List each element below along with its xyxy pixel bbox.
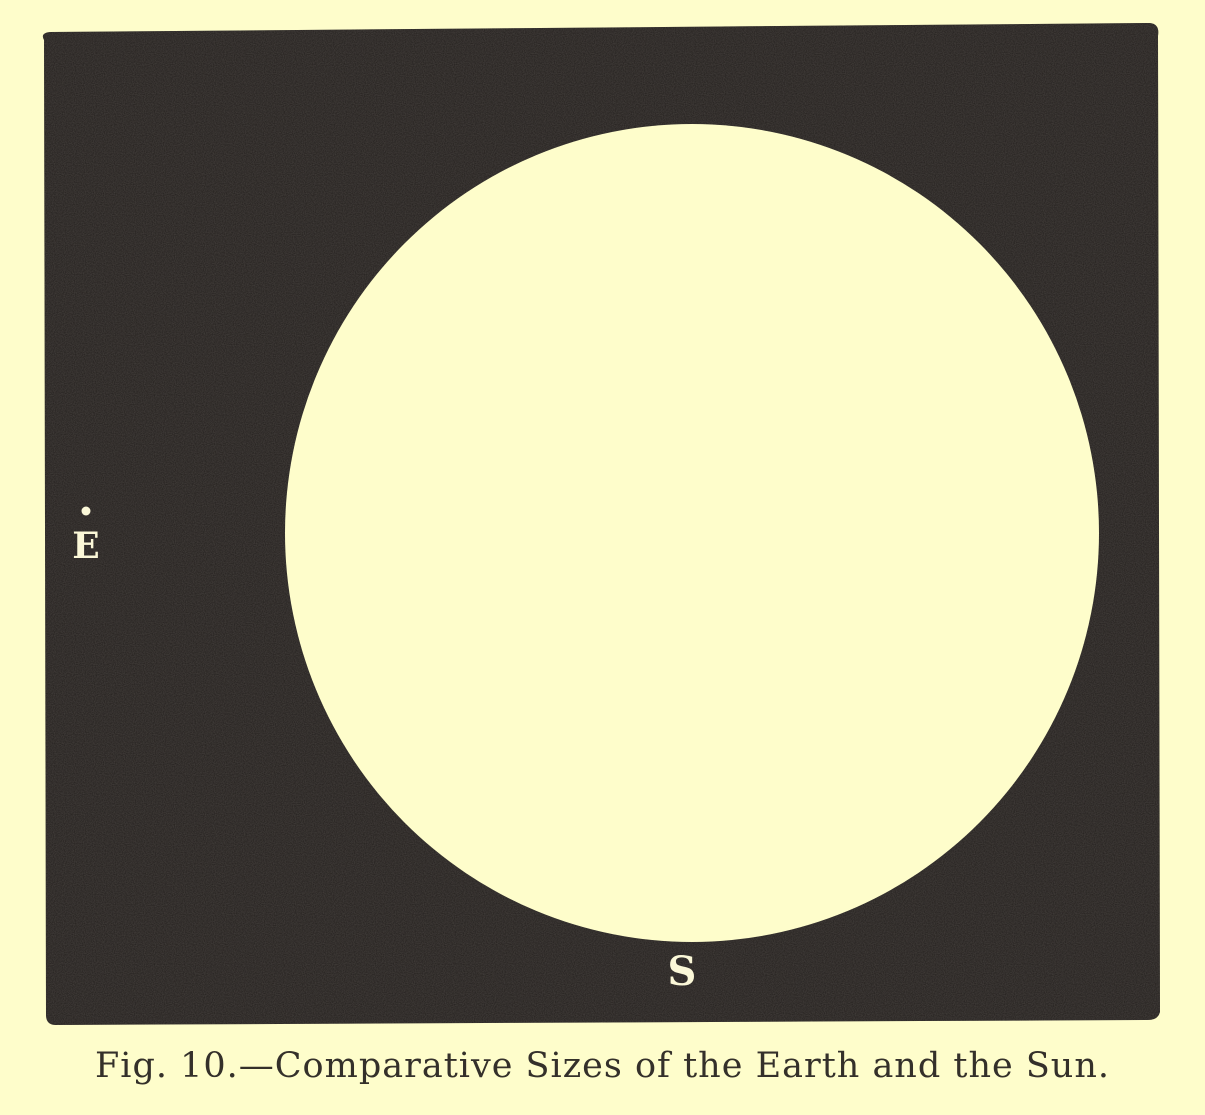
sun-label: S [667,948,697,995]
earth-dot [82,507,91,516]
sun-disc [285,124,1099,942]
earth-label: E [72,525,100,567]
figure-caption: Fig. 10.—Comparative Sizes of the Earth and the Sun. [94,1046,1111,1086]
